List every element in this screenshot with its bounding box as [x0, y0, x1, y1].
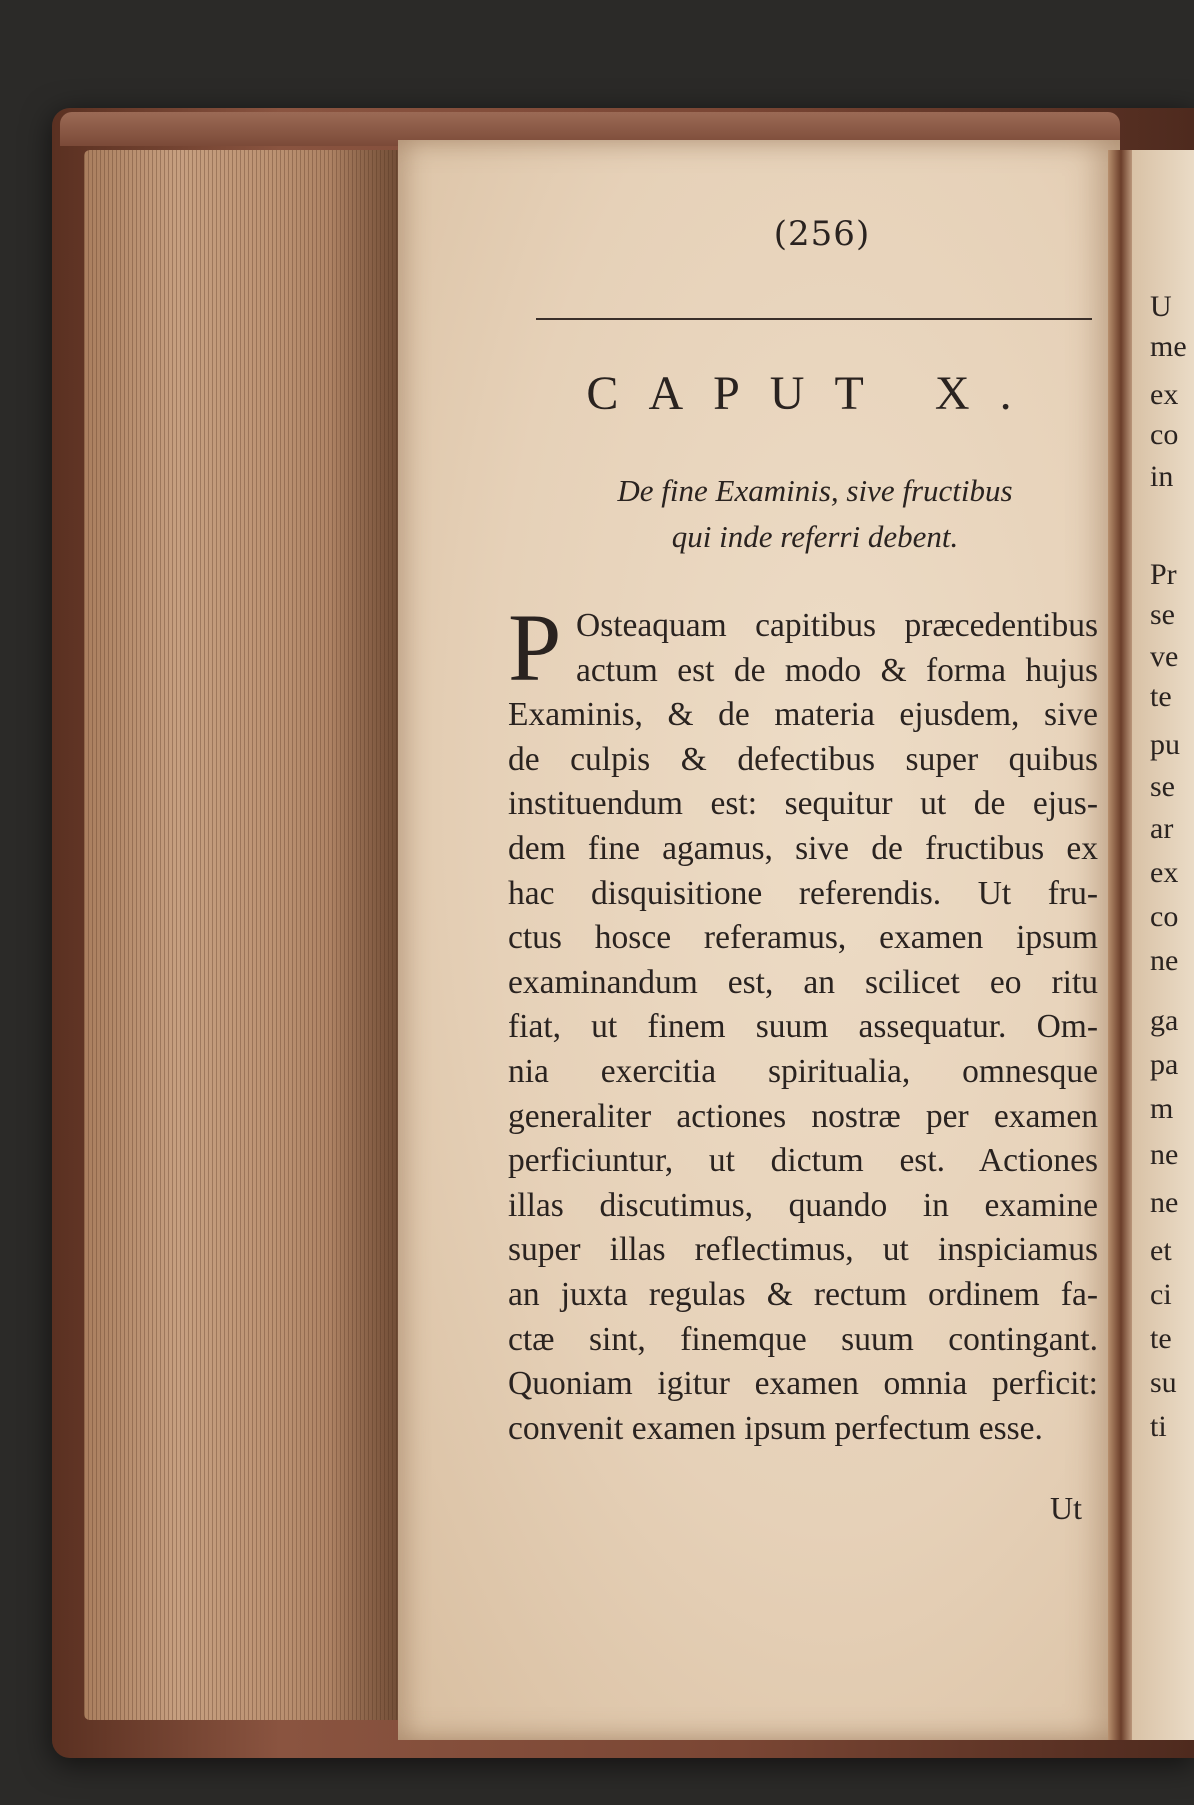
page-number: (256) — [773, 214, 871, 254]
body-line: de culpis & defectibus super quibus — [508, 740, 1098, 778]
chapter-heading: CAPUT X. — [586, 367, 1042, 420]
body-line: an juxta regulas & rectum ordinem fa- — [508, 1275, 1098, 1313]
right-page-fragment: ga — [1150, 1004, 1179, 1037]
right-page-fragment: ti — [1150, 1410, 1167, 1443]
chapter-subtitle — [530, 468, 1100, 560]
body-line: nia exercitia spiritualia, omnesque — [508, 1052, 1098, 1090]
right-page-fragment: ne — [1150, 1186, 1179, 1219]
body-line: Osteaquam capitibus præcedentibus — [576, 607, 1098, 644]
right-page-fragment: ar — [1150, 812, 1174, 845]
right-page-fragment: ex — [1150, 856, 1179, 889]
right-page-fragment: se — [1150, 598, 1175, 631]
body-line: ctæ sint, finemque suum contingant. — [508, 1320, 1098, 1358]
body-paragraph — [508, 604, 1098, 1451]
right-page-fragment: et — [1150, 1234, 1172, 1267]
right-page-fragment: Pr — [1150, 558, 1177, 591]
body-line: instituendum est: sequitur ut de ejus- — [508, 785, 1098, 823]
right-page-fragment: se — [1150, 770, 1175, 803]
body-line: Quoniam igitur examen omnia perficit: — [508, 1365, 1098, 1403]
body-line: convenit examen ipsum perfectum esse. — [508, 1409, 1043, 1447]
right-page-fragment: ex — [1150, 378, 1179, 411]
subtitle-line-2: qui inde referri debent. — [671, 519, 959, 554]
page-block-shadow — [330, 150, 400, 1720]
right-page-fragment: ci — [1150, 1278, 1172, 1311]
right-page-fragment: in — [1150, 460, 1174, 493]
body-line: dem fine agamus, sive de fructibus ex — [508, 829, 1098, 867]
right-page-fragment: te — [1150, 1322, 1172, 1355]
right-page-fragment: me — [1150, 330, 1187, 363]
body-line: super illas reflectimus, ut inspiciamus — [508, 1231, 1098, 1269]
heading-rule — [536, 318, 1092, 320]
body-line: fiat, ut finem suum assequatur. Om- — [508, 1008, 1098, 1046]
right-page-fragment: co — [1150, 418, 1179, 451]
right-page-fragment: U — [1150, 290, 1172, 323]
right-page-fragment: ne — [1150, 1138, 1179, 1171]
body-line: ctus hosce referamus, examen ipsum — [508, 919, 1098, 957]
right-page-fragment: m — [1150, 1092, 1174, 1125]
catchword: Ut — [1050, 1490, 1082, 1526]
right-page-fragment: su — [1150, 1366, 1177, 1399]
body-line: perficiuntur, ut dictum est. Actiones — [508, 1142, 1098, 1180]
right-page-fragment: ne — [1150, 944, 1179, 977]
right-page-fragment: ve — [1150, 640, 1179, 673]
subtitle-line-1: De fine Examinis, sive fructibus — [617, 473, 1013, 508]
right-page-fragment: pa — [1150, 1048, 1179, 1081]
body-line: generaliter actiones nostræ per examen — [508, 1097, 1098, 1135]
body-line: hac disquisitione referendis. Ut fru- — [508, 874, 1098, 912]
drop-cap: P — [508, 594, 562, 701]
right-page-fragment: pu — [1150, 728, 1180, 761]
right-page-fragment: te — [1150, 680, 1172, 713]
right-page-fragment: co — [1150, 900, 1179, 933]
body-line: Examinis, & de materia ejusdem, sive — [508, 696, 1098, 734]
body-line: examinandum est, an scilicet eo ritu — [508, 963, 1098, 1001]
body-line: illas discutimus, quando in examine — [508, 1186, 1098, 1224]
body-line: actum est de modo & forma hujus — [576, 651, 1098, 689]
book-gutter — [1108, 150, 1134, 1740]
